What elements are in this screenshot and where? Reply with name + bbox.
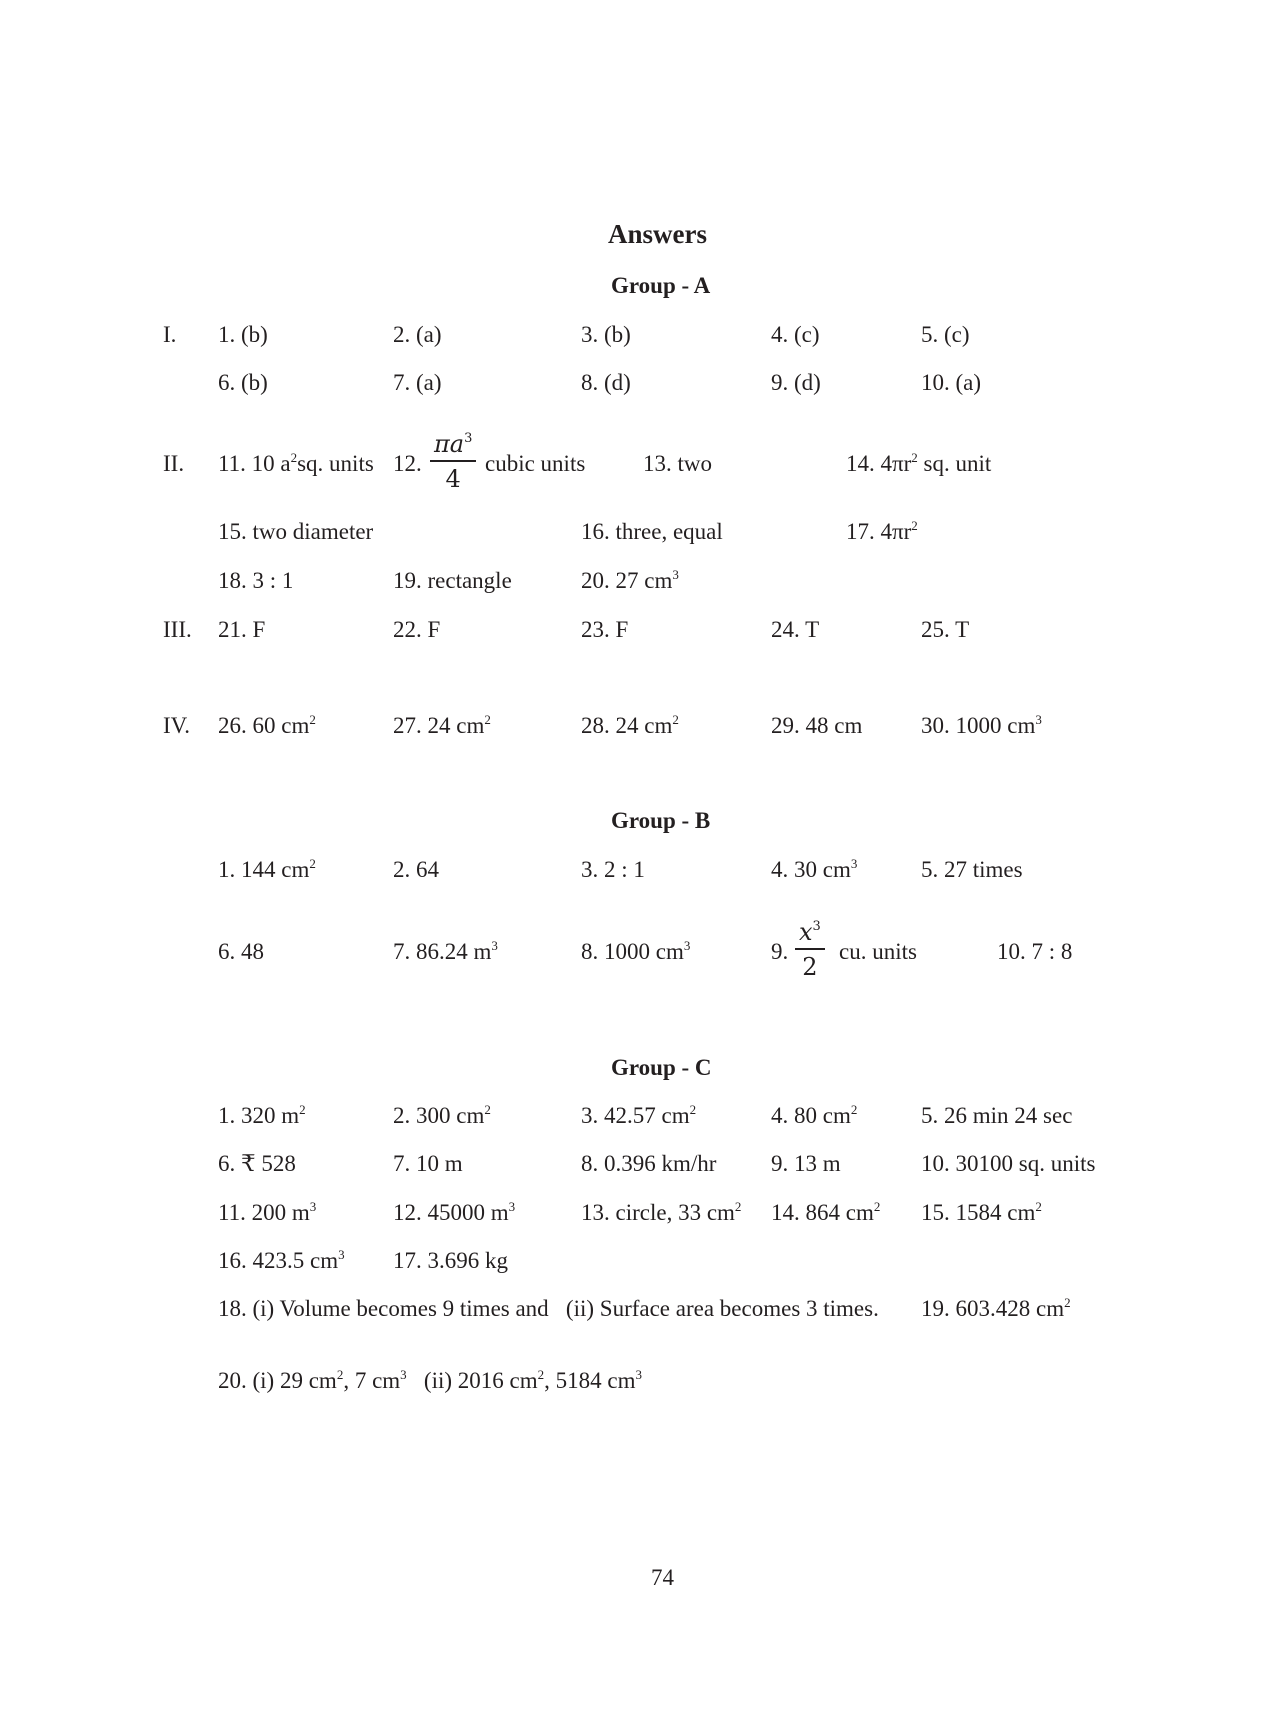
roman-i: I. <box>163 322 177 347</box>
answer-b10: 10. 7 : 8 <box>997 939 1073 964</box>
answer-b3: 3. 2 : 1 <box>581 857 645 882</box>
answer-c14: 14. 864 $cm^2$ <box>771 1199 881 1225</box>
page-number: 74 <box>651 1565 674 1590</box>
answer-c20: 20. (i) 29 $cm^2$, 7 $cm^3$ (ii) 2016 $cm^2$, 5184 $cm^3$ <box>218 1367 642 1393</box>
answer-a14: 14. $4\pi r^2$ sq. unit <box>846 450 992 476</box>
answer-c12: 12. 45000 $m^3$ <box>393 1199 516 1225</box>
page-title: Answers <box>608 219 707 249</box>
answer-b9-label: 9. <box>771 939 789 964</box>
answer-a22: 22. F <box>393 617 441 642</box>
answer-b8: 8. 1000 $cm^3$ <box>581 938 691 964</box>
answer-c6: 6. ₹ 528 <box>218 1151 296 1176</box>
answer-c7: 7. 10 m <box>393 1151 463 1176</box>
answer-a10: 10. (a) <box>921 370 982 395</box>
answer-b5: 5. 27 times <box>921 857 1023 882</box>
answer-c15: 15. 1584 $cm^2$ <box>921 1199 1042 1225</box>
answer-a12-fraction: $\pi a^3$ 4 <box>430 430 476 493</box>
answer-c13: 13. circle, 33 $cm^2$ <box>581 1199 742 1225</box>
answer-c17: 17. 3.696 kg <box>393 1248 508 1273</box>
answer-a4: 4. (c) <box>771 322 820 347</box>
answer-a21: 21. F <box>218 617 266 642</box>
answer-a3: 3. (b) <box>581 322 631 347</box>
answer-c9: 9. 13 m <box>771 1151 841 1176</box>
answer-c16: 16. 423.5 $cm^3$ <box>218 1247 345 1273</box>
answer-c5: 5. 26 min 24 sec <box>921 1103 1073 1128</box>
answer-a26: 26. 60 $cm^2$ <box>218 712 316 738</box>
answer-a13: 13. two <box>643 451 712 476</box>
roman-iii: III. <box>163 617 192 642</box>
answer-c19: 19. 603.428 $cm^2$ <box>921 1295 1071 1321</box>
answer-a12-unit: cubic units <box>485 451 586 476</box>
answer-a27: 27. 24 $cm^2$ <box>393 712 491 738</box>
group-b-heading: Group - B <box>611 808 711 833</box>
answer-c8: 8. 0.396 km/hr <box>581 1151 717 1176</box>
answer-a25: 25. T <box>921 617 970 642</box>
answer-a23: 23. F <box>581 617 629 642</box>
answer-c2: 2. 300 $cm^2$ <box>393 1102 491 1128</box>
answer-a24: 24. T <box>771 617 820 642</box>
answer-a12-label: 12. <box>393 451 422 476</box>
answer-a8: 8. (d) <box>581 370 631 395</box>
answer-b4: 4. 30 $cm^3$ <box>771 856 858 882</box>
answer-b7: 7. 86.24 $m^3$ <box>393 938 498 964</box>
answer-c3: 3. 42.57 $cm^2$ <box>581 1102 697 1128</box>
group-a-heading: Group - A <box>611 273 711 298</box>
answer-c4: 4. 80 $cm^2$ <box>771 1102 858 1128</box>
answer-a2: 2. (a) <box>393 322 442 347</box>
answer-a5: 5. (c) <box>921 322 970 347</box>
answer-a15: 15. two diameter <box>218 519 374 544</box>
answer-a11: 11. 10 $a^2sq$. units <box>218 450 374 476</box>
answer-a1: 1. (b) <box>218 322 268 347</box>
answer-a7: 7. (a) <box>393 370 442 395</box>
answer-c18: 18. (i) Volume becomes 9 times and (ii) Surface area becomes 3 times. <box>218 1296 879 1321</box>
answer-c1: 1. 320 $m^2$ <box>218 1102 306 1128</box>
answer-a16: 16. three, equal <box>581 519 723 544</box>
answer-a20: 20. 27 $cm^3$ <box>581 567 679 593</box>
answer-c11: 11. 200 $m^3$ <box>218 1199 317 1225</box>
group-c-heading: Group - C <box>611 1055 712 1080</box>
answer-b1: 1. 144 $cm^2$ <box>218 856 316 882</box>
roman-ii: II. <box>163 451 185 476</box>
answer-a6: 6. (b) <box>218 370 268 395</box>
answer-a29: 29. 48 cm <box>771 713 863 738</box>
answer-a30: 30. 1000 $cm^3$ <box>921 712 1042 738</box>
answer-b9-unit: cu. units <box>839 939 917 964</box>
answer-a19: 19. rectangle <box>393 568 512 593</box>
answer-a9: 9. (d) <box>771 370 821 395</box>
answer-c10: 10. 30100 sq. units <box>921 1151 1096 1176</box>
answer-b6: 6. 48 <box>218 939 264 964</box>
answer-b9-fraction: $x^3$ 2 <box>795 918 825 981</box>
answer-b2: 2. 64 <box>393 857 439 882</box>
answer-a28: 28. 24 $cm^2$ <box>581 712 679 738</box>
roman-iv: IV. <box>163 713 191 738</box>
answer-a18: 18. 3 : 1 <box>218 568 294 593</box>
answer-a17: 17. $4\pi r^2$ <box>846 518 918 544</box>
